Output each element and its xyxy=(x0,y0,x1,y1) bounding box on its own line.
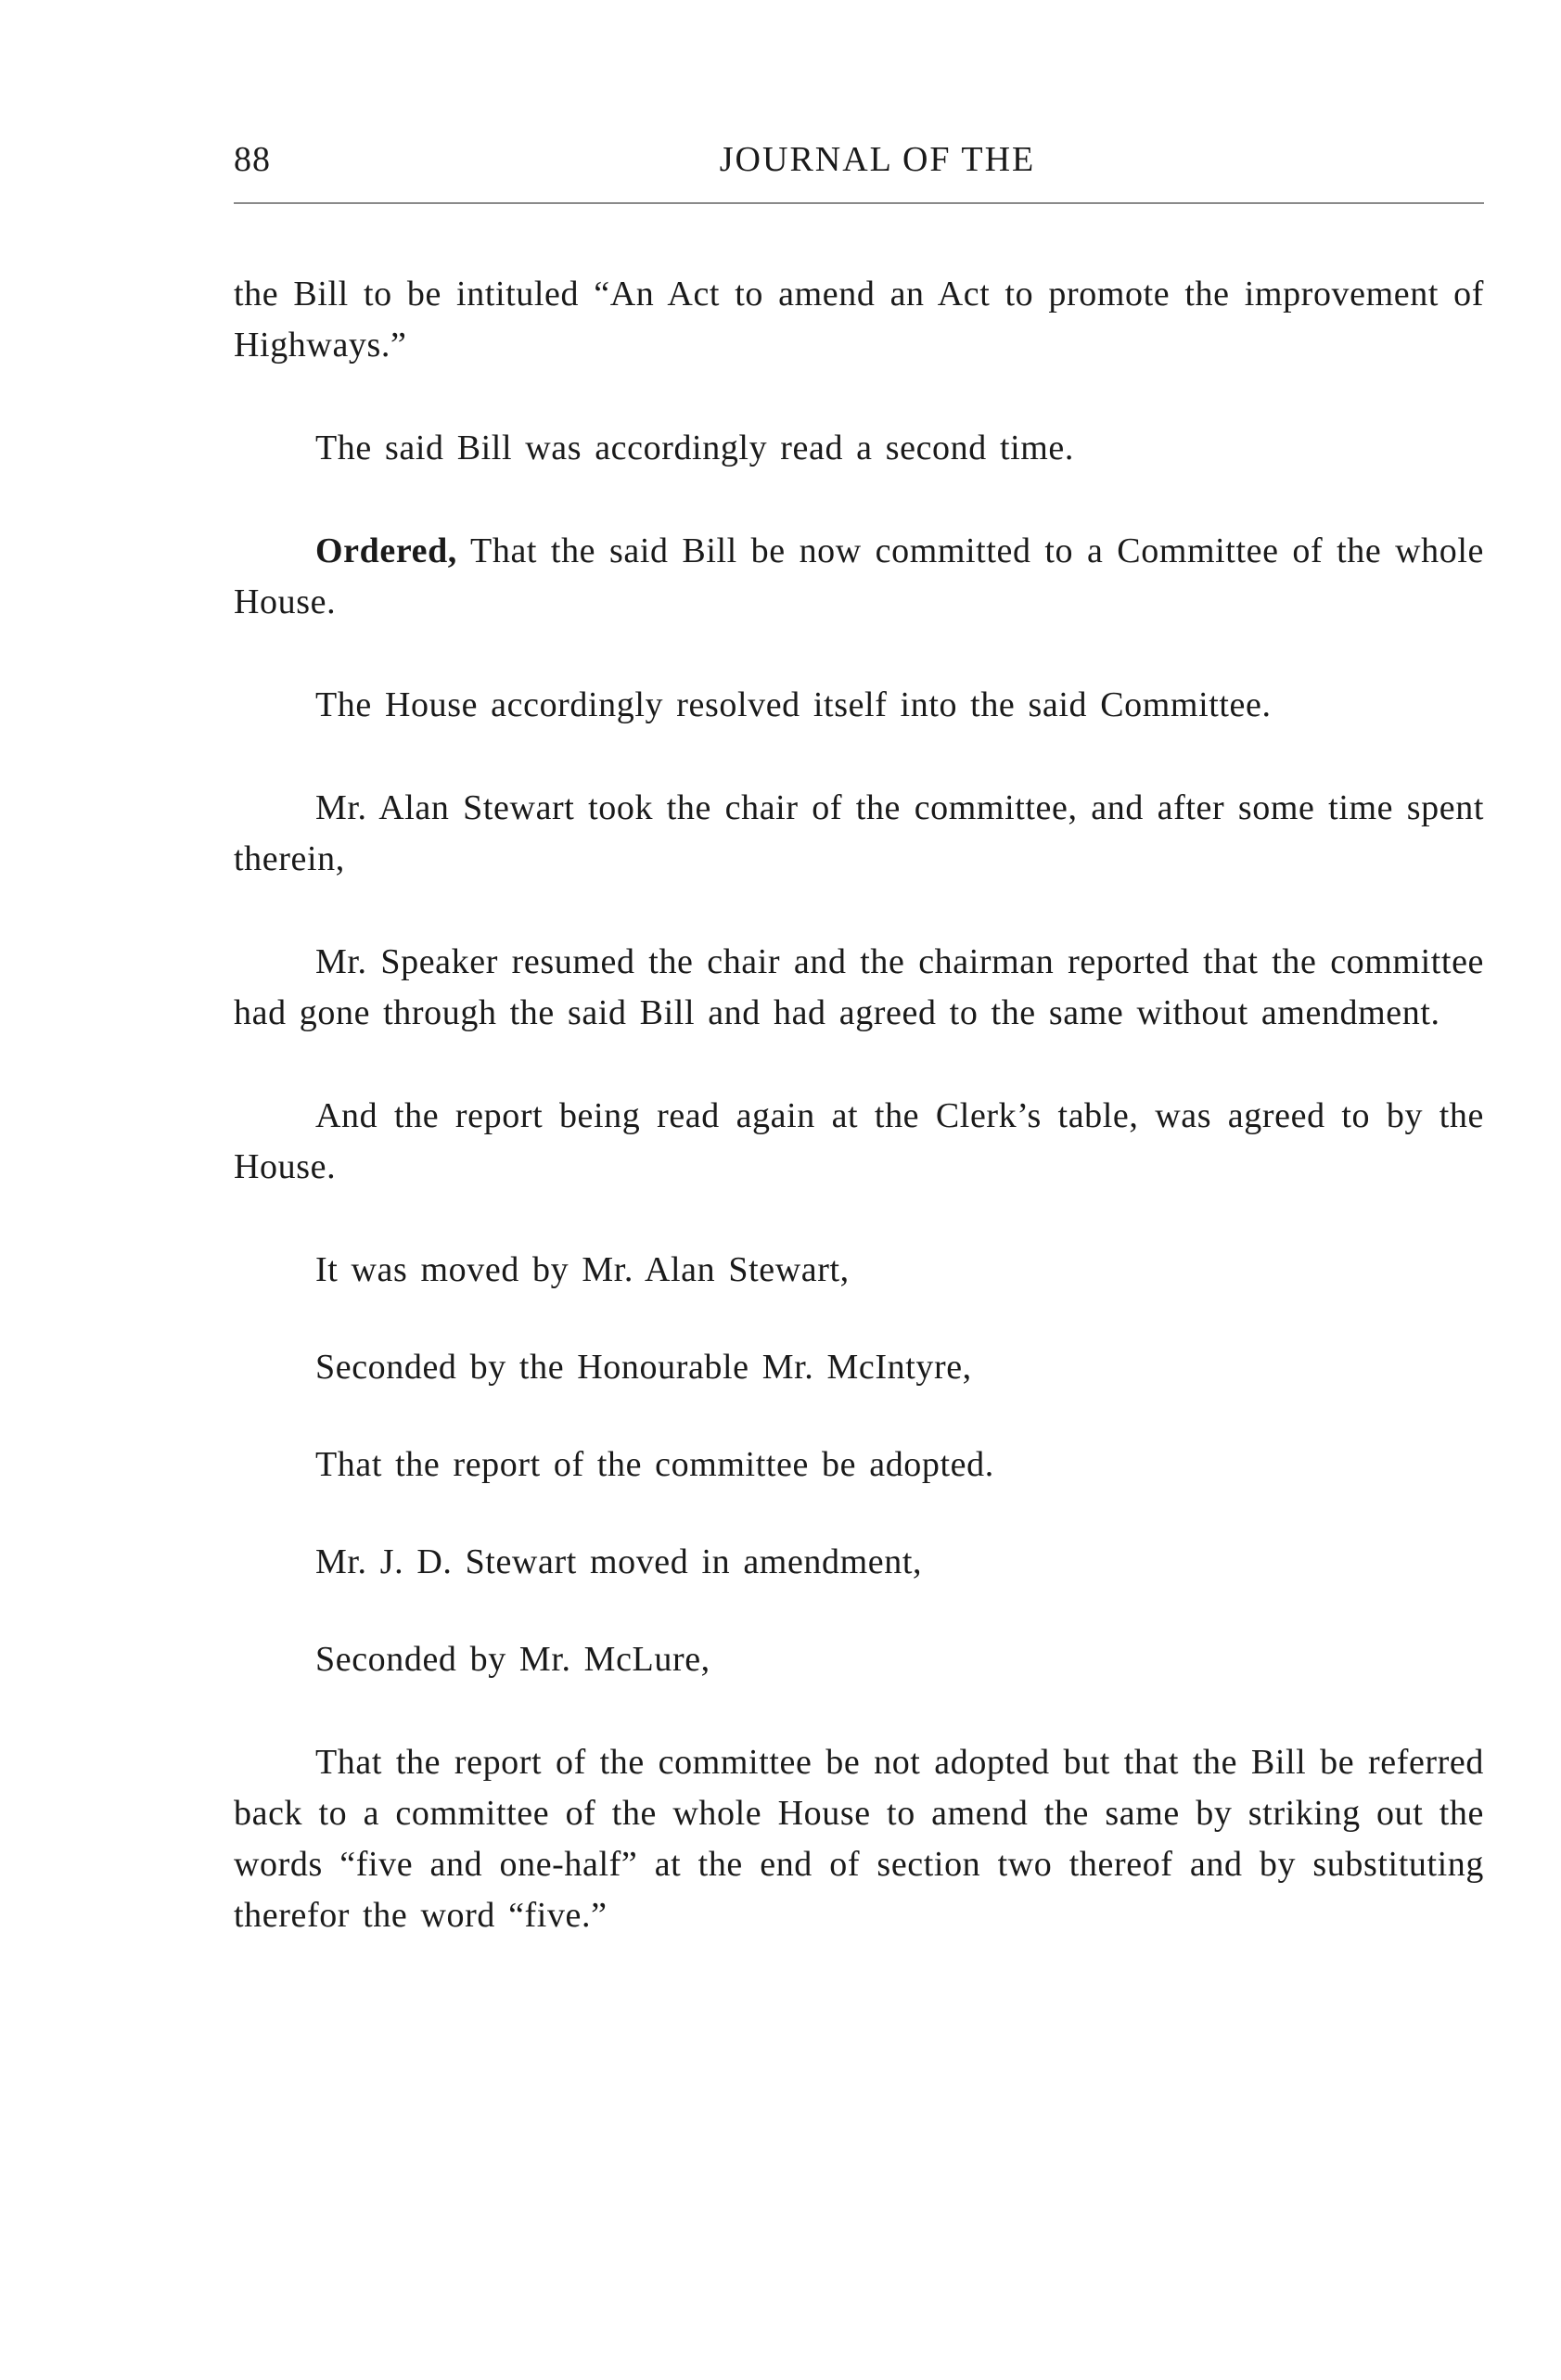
header-rule xyxy=(234,202,1484,204)
paragraph-resolved: The House accordingly resolved itself into the said Committee. xyxy=(315,685,1272,724)
paragraph-bill-title: the Bill to be intituled “An Act to amend an Act to promote the improvement of Highways.” xyxy=(234,275,1484,365)
paragraph-moved: It was moved by Mr. Alan Stewart, xyxy=(315,1250,850,1289)
journal-body xyxy=(234,269,1484,1993)
ordered-text: That the said Bill be now committed to a Committee of the whole House. xyxy=(234,531,1484,621)
paragraph-seconded: Seconded by the Honourable Mr. McIntyre, xyxy=(315,1348,972,1387)
paragraph-second-reading: The said Bill was accordingly read a second time. xyxy=(315,429,1074,467)
running-head: JOURNAL OF THE xyxy=(719,140,1036,179)
page-number: 88 xyxy=(234,140,271,179)
paragraph-amendment: Mr. J. D. Stewart moved in amendment, xyxy=(315,1542,923,1581)
paragraph-ordered xyxy=(234,526,1484,628)
paragraph-referred-back: That the report of the committee be not adopted but that the Bill be referred back to a committee of the whole House to amend the same by striking out the words “five and one-half” at the end of section two thereof and by substituting therefor the word “five.” xyxy=(234,1743,1484,1935)
paragraph-seconded-mclure: Seconded by Mr. McLure, xyxy=(315,1640,710,1679)
page-header xyxy=(234,139,1484,195)
paragraph-report: Mr. Speaker resumed the chair and the chairman reported that the committee had gone through the said Bill and had agreed to the same without amendment. xyxy=(234,942,1484,1032)
paragraph-chair: Mr. Alan Stewart took the chair of the committee, and after some time spent therein, xyxy=(234,788,1484,878)
paragraph-agreed: And the report being read again at the Clerk’s table, was agreed to by the House. xyxy=(234,1096,1484,1186)
paragraph-adopted: That the report of the committee be adopted. xyxy=(315,1445,994,1484)
ordered-lead: Ordered, xyxy=(315,531,457,570)
